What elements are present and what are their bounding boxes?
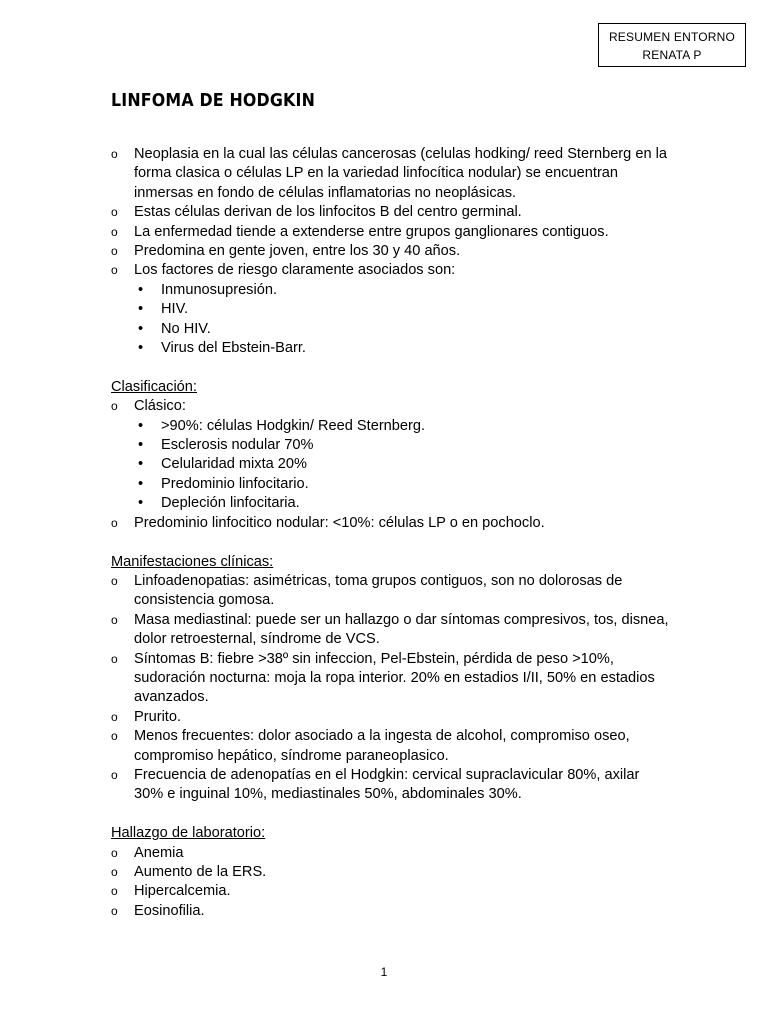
list-item	[111, 203, 671, 222]
list-item-text: Los factores de riesgo claramente asociados son:	[134, 262, 456, 279]
document-body	[111, 145, 671, 921]
list-item	[111, 223, 671, 242]
dot-bullet-icon: •	[138, 340, 144, 357]
list-item-text: Síntomas B: fiebre >38º sin infeccion, Pel-Ebstein, pérdida de peso >10%, sudoración nocturna: moja la ropa interior. 20% en estadios I/II, 50% en estadios avanzados.	[134, 650, 655, 706]
dot-bullet-icon: •	[138, 417, 144, 434]
page-number: 1	[380, 965, 388, 979]
list-item-text: Menos frecuentes: dolor asociado a la ingesta de alcohol, compromiso oseo, compromiso hepático, síndrome paraneoplasico.	[134, 728, 630, 764]
sub-list-item-text: No HIV.	[161, 320, 211, 337]
circle-bullet-icon: o	[111, 709, 118, 724]
list-item-text: Predominio linfocitico nodular: <10%: células LP o en pochoclo.	[134, 514, 545, 531]
sub-list-item	[111, 436, 671, 455]
circle-bullet-icon: o	[111, 729, 118, 744]
circle-bullet-icon: o	[111, 573, 118, 588]
circle-bullet-icon: o	[111, 884, 118, 899]
list-item-text: Linfoadenopatias: asimétricas, toma grupos contiguos, son no dolorosas de consistencia gomosa.	[134, 572, 623, 609]
circle-bullet-icon: o	[111, 399, 118, 414]
list-item-text: Frecuencia de adenopatías en el Hodgkin: cervical supraclavicular 80%, axilar 30% e inguinal 10%, mediastinales 50%, abdominales 30%.	[134, 766, 640, 803]
sub-list-item-text: Esclerosis nodular 70%	[161, 437, 314, 454]
list-item-text: Hipercalcemia.	[134, 883, 231, 900]
section-gap	[111, 358, 671, 377]
circle-bullet-icon: o	[111, 767, 118, 782]
circle-bullet-icon: o	[111, 205, 118, 220]
sub-list-item-text: Depleción linfocitaria.	[161, 495, 300, 512]
list-item	[111, 650, 671, 708]
sub-list-item	[111, 417, 671, 436]
list-item-text: Eosinofilia.	[134, 902, 205, 919]
header-line-2: RENATA P	[642, 48, 702, 62]
header-line-1: RESUMEN ENTORNO	[608, 30, 736, 44]
intro-section	[111, 145, 671, 358]
list-item-text: La enfermedad tiende a extenderse entre grupos ganglionares contiguos.	[134, 223, 609, 240]
list-item-text: Neoplasia en la cual las células cancerosas (celulas hodking/ reed Sternberg en la forma clasica o células LP en la variedad linfocítica nodular) se encuentran inmersas en fondo de células inflamatorias no neoplásicas.	[134, 146, 667, 201]
list-item-text: Clásico:	[134, 398, 186, 415]
list-item	[111, 882, 671, 901]
circle-bullet-icon: o	[111, 864, 118, 879]
sub-list-item-text: Predominio linfocitario.	[161, 475, 309, 492]
dot-bullet-icon: •	[138, 301, 144, 318]
sub-list-item-text: >90%: células Hodgkin/ Reed Sternberg.	[161, 417, 426, 434]
list-item	[111, 727, 671, 766]
sub-list-item	[111, 300, 671, 319]
list-item	[111, 242, 671, 261]
list-item	[111, 708, 671, 727]
circle-bullet-icon: o	[111, 903, 118, 918]
laboratorio-section	[111, 824, 671, 921]
list-item	[111, 397, 671, 416]
circle-bullet-icon: o	[111, 515, 118, 530]
list-item	[111, 863, 671, 882]
circle-bullet-icon: o	[111, 651, 118, 666]
manifestaciones-section	[111, 553, 671, 805]
list-item	[111, 902, 671, 921]
dot-bullet-icon: •	[138, 456, 144, 473]
sub-list-item	[111, 475, 671, 494]
list-item	[111, 572, 671, 611]
sub-list-item	[111, 455, 671, 474]
circle-bullet-icon: o	[111, 244, 118, 259]
sub-list-item-text: HIV.	[161, 301, 189, 318]
circle-bullet-icon: o	[111, 612, 118, 627]
clasificacion-section	[111, 378, 671, 533]
dot-bullet-icon: •	[138, 281, 144, 298]
sub-list-item	[111, 339, 671, 358]
list-item-text: Masa mediastinal: puede ser un hallazgo o dar síntomas compresivos, tos, disnea, dolor retroesternal, síndrome de VCS.	[134, 611, 669, 648]
circle-bullet-icon: o	[111, 224, 118, 239]
section-heading: Clasificación:	[111, 378, 197, 395]
dot-bullet-icon: •	[138, 475, 144, 492]
list-item	[111, 611, 671, 650]
sub-list-item	[111, 320, 671, 339]
list-item	[111, 261, 671, 280]
list-item	[111, 766, 671, 805]
sub-list-item	[111, 281, 671, 300]
document-title: LINFOMA DE HODGKIN	[111, 90, 316, 111]
circle-bullet-icon: o	[111, 147, 118, 161]
sub-list-item-text: Celularidad mixta 20%	[161, 456, 308, 473]
dot-bullet-icon: •	[138, 495, 144, 512]
header-box	[598, 23, 746, 67]
list-item-text: Prurito.	[134, 708, 182, 725]
dot-bullet-icon: •	[138, 320, 144, 337]
sub-list-item-text: Inmunosupresión.	[161, 281, 278, 298]
list-item	[111, 844, 671, 863]
section-gap	[111, 533, 671, 552]
dot-bullet-icon: •	[138, 437, 144, 454]
list-item-text: Estas células derivan de los linfocitos B del centro germinal.	[134, 204, 522, 221]
list-item-text: Predomina en gente joven, entre los 30 y 40 años.	[134, 243, 461, 260]
section-heading: Hallazgo de laboratorio:	[111, 825, 266, 842]
sub-list-item	[111, 494, 671, 513]
circle-bullet-icon: o	[111, 263, 118, 278]
list-item-text: Anemia	[134, 844, 184, 861]
section-gap	[111, 805, 671, 824]
sub-list-item-text: Virus del Ebstein-Barr.	[161, 340, 306, 357]
list-item-text: Aumento de la ERS.	[134, 863, 267, 880]
list-item	[111, 145, 671, 203]
section-heading: Manifestaciones clínicas:	[111, 553, 274, 570]
list-item	[111, 514, 671, 533]
circle-bullet-icon: o	[111, 845, 118, 860]
